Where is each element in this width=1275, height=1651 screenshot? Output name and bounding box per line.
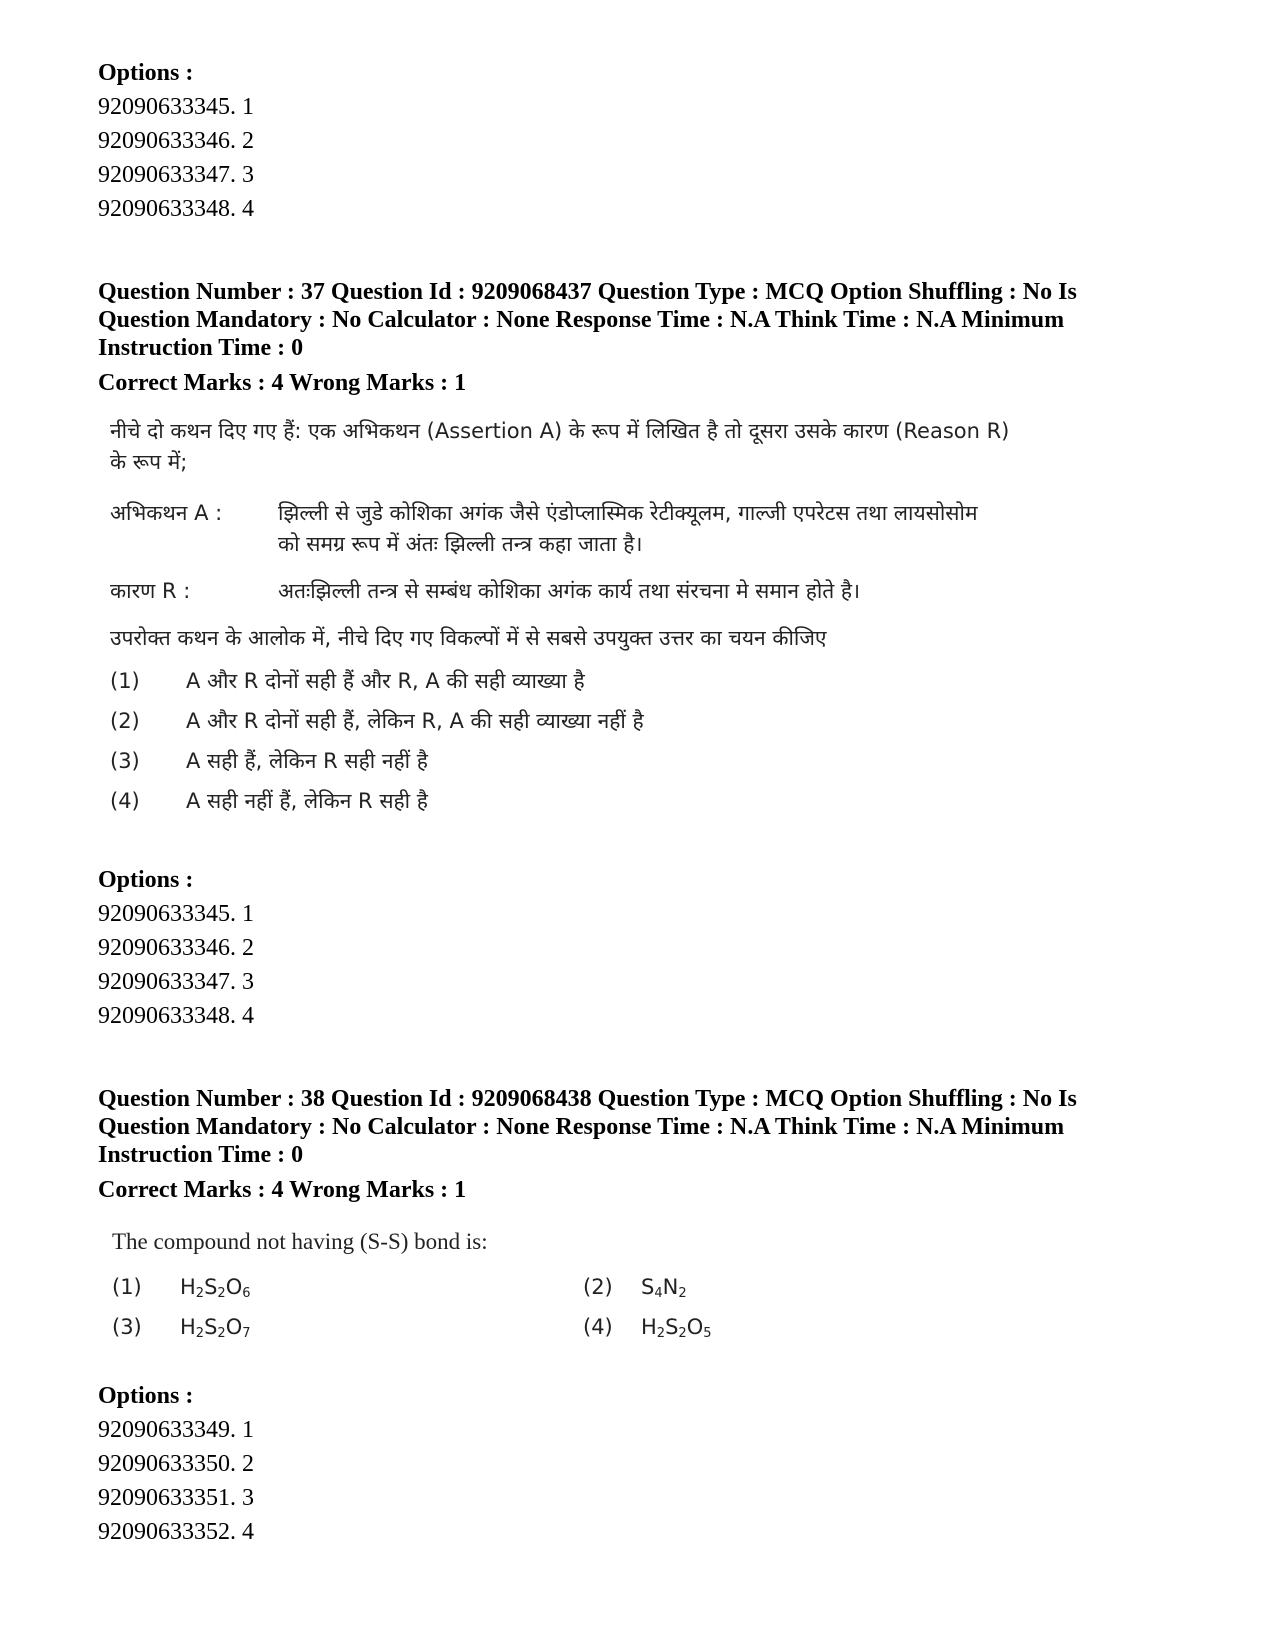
choice-number: (3) bbox=[110, 749, 140, 773]
choice-formula bbox=[180, 1275, 583, 1301]
option-line: 92090633347. 3 bbox=[98, 162, 254, 188]
choice-number: (1) bbox=[110, 669, 140, 693]
option-line: 92090633352. 4 bbox=[98, 1519, 254, 1545]
question-header-line: Instruction Time : 0 bbox=[98, 335, 304, 361]
formula-subscript: 2 bbox=[195, 1286, 205, 1301]
options-block-38 bbox=[98, 1379, 1178, 1549]
formula-part: S bbox=[204, 1275, 218, 1299]
formula-part: O bbox=[225, 1315, 243, 1339]
formula-part: O bbox=[686, 1315, 704, 1339]
question-body bbox=[110, 416, 1178, 817]
formula-subscript: 5 bbox=[703, 1326, 712, 1341]
question-38 bbox=[98, 1085, 1178, 1549]
option-line: 92090633345. 1 bbox=[98, 901, 254, 927]
choice-formula bbox=[641, 1275, 941, 1301]
marks-line: Correct Marks : 4 Wrong Marks : 1 bbox=[98, 370, 467, 396]
question-stem: The compound not having (S-S) bond is: bbox=[112, 1229, 488, 1254]
formula-subscript: 2 bbox=[656, 1326, 666, 1341]
formula-subscript: 2 bbox=[195, 1326, 205, 1341]
marks-line: Correct Marks : 4 Wrong Marks : 1 bbox=[98, 1177, 467, 1203]
question-header-line: Question Number : 37 Question Id : 9209068437 Question Type : MCQ Option Shuffling : No Is bbox=[98, 279, 1077, 305]
page bbox=[98, 56, 1178, 1549]
choice-number: (2) bbox=[110, 709, 140, 733]
choice-number: (4) bbox=[583, 1315, 613, 1339]
options-heading: Options : bbox=[98, 60, 194, 86]
choice-text: A सही नहीं हैं, लेकिन R सही है bbox=[186, 789, 428, 813]
question-header-line: Question Mandatory : No Calculator : None Response Time : N.A Think Time : N.A Minimum bbox=[98, 307, 1065, 333]
reason-row bbox=[110, 576, 1178, 607]
assertion-row bbox=[110, 498, 1178, 560]
reason-text: अतःझिल्ली तन्त्र से सम्बंध कोशिका अगंक कार्य तथा संरचना मे समान होते है। bbox=[278, 579, 861, 603]
choice-number: (3) bbox=[112, 1315, 142, 1339]
intro-line: के रूप में; bbox=[110, 450, 188, 474]
choice-text: A और R दोनों सही हैं और R, A की सही व्याख्या है bbox=[186, 669, 585, 693]
formula-subscript: 2 bbox=[217, 1326, 226, 1341]
instruction-line: उपरोक्त कथन के आलोक में, नीचे दिए गए विकल्पों में से सबसे उपयुक्त उत्तर का चयन कीजिए bbox=[110, 626, 827, 650]
choice-number: (1) bbox=[112, 1275, 142, 1299]
formula-part: H bbox=[180, 1315, 196, 1339]
options-heading: Options : bbox=[98, 1383, 194, 1409]
choice-item bbox=[110, 706, 1178, 737]
formula-subscript: 7 bbox=[242, 1326, 251, 1341]
choice-number: (2) bbox=[583, 1275, 613, 1299]
formula-part: N bbox=[662, 1275, 679, 1299]
choice-grid bbox=[112, 1275, 1178, 1341]
options-block-1 bbox=[98, 56, 1178, 226]
formula-subscript: 6 bbox=[242, 1286, 251, 1301]
choice-text: A और R दोनों सही हैं, लेकिन R, A की सही व्याख्या नहीं है bbox=[186, 709, 644, 733]
option-line: 92090633348. 4 bbox=[98, 1003, 254, 1029]
question-header-line: Question Number : 38 Question Id : 9209068438 Question Type : MCQ Option Shuffling : No Is bbox=[98, 1086, 1077, 1112]
formula-part: S bbox=[641, 1275, 655, 1299]
assertion-text bbox=[278, 498, 978, 560]
reason-label: कारण R : bbox=[110, 579, 191, 603]
formula-part: O bbox=[225, 1275, 243, 1299]
formula-part: H bbox=[180, 1275, 196, 1299]
choice-formula bbox=[641, 1315, 941, 1341]
option-line: 92090633348. 4 bbox=[98, 196, 254, 222]
choice-item bbox=[110, 786, 1178, 817]
formula-subscript: 2 bbox=[217, 1286, 226, 1301]
formula-subscript: 4 bbox=[654, 1286, 663, 1301]
question-header-line: Instruction Time : 0 bbox=[98, 1142, 304, 1168]
option-line: 92090633345. 1 bbox=[98, 94, 254, 120]
assertion-label: अभिकथन A : bbox=[110, 501, 223, 525]
choice-text: A सही हैं, लेकिन R सही नहीं है bbox=[186, 749, 428, 773]
option-line: 92090633347. 3 bbox=[98, 969, 254, 995]
assertion-line: झिल्ली से जुडे कोशिका अगंक जैसे एंडोप्लास्मिक रेटीक्यूलम, गाल्जी एपरेटस तथा लायसोसोम bbox=[278, 501, 978, 525]
options-heading: Options : bbox=[98, 867, 194, 893]
formula-subscript: 2 bbox=[678, 1326, 687, 1341]
choice-formula bbox=[180, 1315, 583, 1341]
options-block-37 bbox=[98, 863, 1178, 1033]
question-header-line: Question Mandatory : No Calculator : None Response Time : N.A Think Time : N.A Minimum bbox=[98, 1114, 1065, 1140]
formula-subscript: 2 bbox=[678, 1286, 687, 1301]
intro-line: नीचे दो कथन दिए गए हैं: एक अभिकथन (Assertion A) के रूप में लिखित है तो दूसरा उसके कारण (Reason R) bbox=[110, 419, 1010, 443]
formula-part: S bbox=[665, 1315, 679, 1339]
question-37 bbox=[98, 278, 1178, 1033]
option-line: 92090633346. 2 bbox=[98, 935, 254, 961]
choice-list bbox=[110, 666, 1178, 817]
option-line: 92090633350. 2 bbox=[98, 1451, 254, 1477]
choice-item bbox=[110, 746, 1178, 777]
option-line: 92090633346. 2 bbox=[98, 128, 254, 154]
option-line: 92090633351. 3 bbox=[98, 1485, 254, 1511]
option-line: 92090633349. 1 bbox=[98, 1417, 254, 1443]
choice-item bbox=[110, 666, 1178, 697]
assertion-line: को समग्र रूप में अंतः झिल्ली तन्त्र कहा जाता है। bbox=[278, 532, 643, 556]
formula-part: S bbox=[204, 1315, 218, 1339]
formula-part: H bbox=[641, 1315, 657, 1339]
choice-number: (4) bbox=[110, 789, 140, 813]
